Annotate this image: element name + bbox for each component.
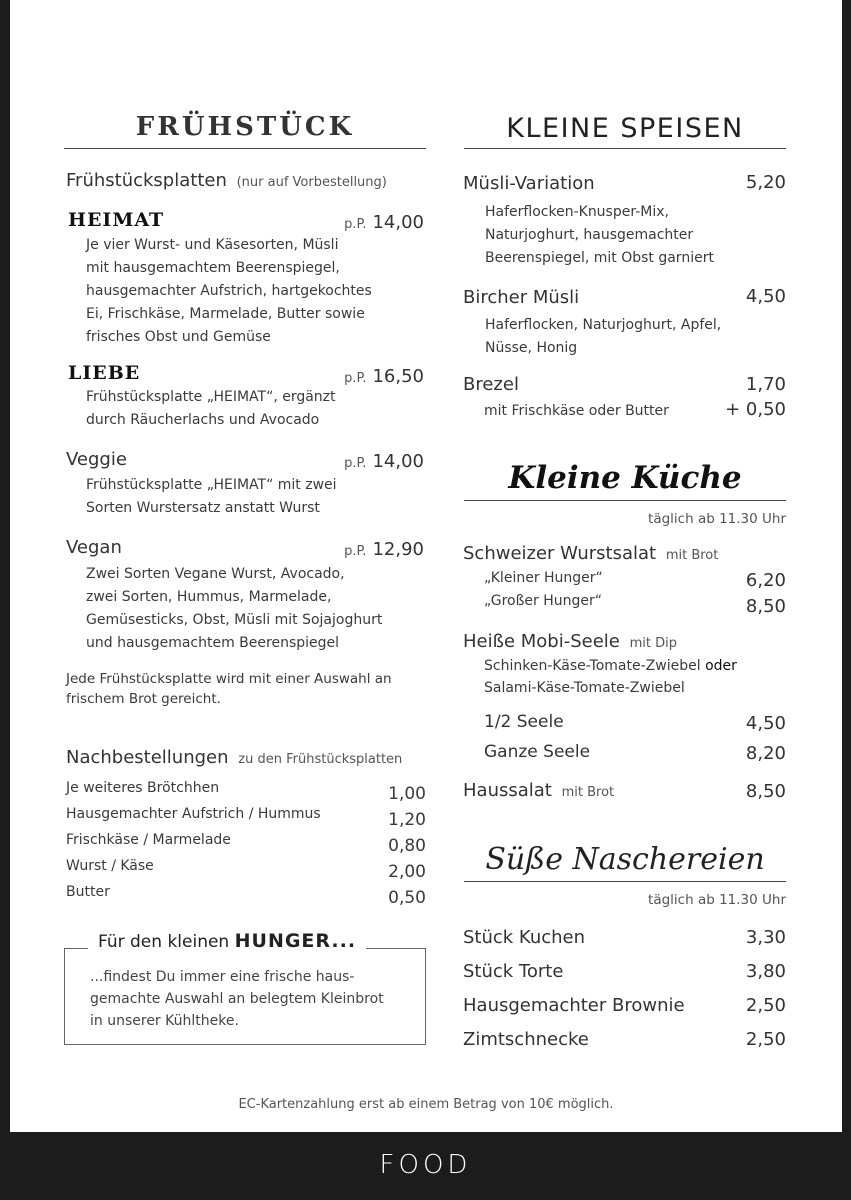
- item-vegan-name: Vegan: [66, 537, 122, 558]
- nasch-item-torte: Stück Torte: [463, 961, 564, 982]
- seele-name: Heiße Mobi-Seele mit Dip: [463, 631, 677, 652]
- nach-row: Frischkäse / Marmelade 0,80: [66, 832, 426, 856]
- haussalat-name: Haussalat mit Brot: [463, 780, 615, 801]
- seele-size-half-price: 4,50: [745, 713, 786, 734]
- item-vegan-price: p.P. 12,90: [344, 539, 424, 560]
- seele-line1: Schinken-Käse-Tomate-Zwiebel oder: [484, 658, 737, 674]
- item-muesli-name: Müsli-Variation: [463, 173, 595, 194]
- kleine-kueche-heading: Kleine Küche: [508, 460, 742, 496]
- hunger-box-text: ...findest Du immer eine frische haus- gemachte Auswahl an belegtem Kleinbrot in unserer Kühltheke.: [90, 969, 384, 1029]
- seele-size-full: Ganze Seele: [484, 742, 591, 762]
- brot-note: Jede Frühstücksplatte wird mit einer Auswahl an frischem Brot gereicht.: [66, 671, 392, 707]
- nasch-item-brownie-price: 2,50: [745, 995, 786, 1016]
- nasch-item-zimtschnecke-price: 2,50: [745, 1029, 786, 1050]
- item-veggie-desc: Frühstücksplatte „HEIMAT“ mit zwei Sorten Wurstersatz anstatt Wurst: [86, 477, 337, 516]
- item-liebe-desc: Frühstücksplatte „HEIMAT“, ergänzt durch Räucherlachs und Avocado: [86, 389, 336, 428]
- item-vegan-desc: Zwei Sorten Vegane Wurst, Avocado, zwei Sorten, Hummus, Marmelade, Gemüsesticks, Obst, Müsli mit Sojajoghurt und hausgemachtem Beerenspiegel: [86, 566, 383, 651]
- menu-page: [10, 0, 842, 1132]
- item-liebe-name: LIEBE: [68, 362, 141, 384]
- platten-label: Frühstücksplatten (nur auf Vorbestellung): [66, 170, 387, 191]
- nach-label: Nachbestellungen zu den Frühstücksplatten: [66, 747, 403, 768]
- hunger-box-title: Für den kleinen HUNGER...: [88, 930, 366, 952]
- nasch-item-kuchen: Stück Kuchen: [463, 927, 586, 948]
- item-heimat-desc: Je vier Wurst- und Käsesorten, Müsli mit hausgemachtem Beerenspiegel, hausgemachter Aufstrich, hartgekochtes Ei, Frischkäse, Marmelade, Butter sowie frisches Obst und Gemüse: [86, 237, 372, 345]
- item-brezel-price: 1,70: [745, 374, 786, 395]
- item-muesli-price: 5,20: [745, 172, 786, 193]
- naschereien-rule: [464, 881, 786, 882]
- item-bircher-price: 4,50: [745, 286, 786, 307]
- item-veggie-price: p.P. 14,00: [344, 451, 424, 472]
- nach-row: Hausgemachter Aufstrich / Hummus 1,20: [66, 806, 426, 830]
- footer-bar: [0, 1132, 851, 1200]
- nasch-item-kuchen-price: 3,30: [745, 927, 786, 948]
- item-bircher-desc: Haferflocken, Naturjoghurt, Apfel, Nüsse, Honig: [485, 317, 722, 356]
- nach-row: Je weiteres Brötchhen 1,00: [66, 780, 426, 804]
- item-brezel-extra-price: + 0,50: [725, 399, 786, 420]
- wurstsalat-size-large: „Großer Hunger“: [484, 593, 603, 609]
- item-muesli-desc: Haferflocken-Knusper-Mix, Naturjoghurt, hausgemachter Beerenspiegel, mit Obst garniert: [485, 204, 714, 266]
- item-veggie-name: Veggie: [66, 449, 127, 470]
- seele-size-half: 1/2 Seele: [484, 712, 564, 732]
- seele-size-full-price: 8,20: [745, 743, 786, 764]
- haussalat-price: 8,50: [745, 781, 786, 802]
- fruehstueck-rule: [64, 148, 426, 149]
- wurstsalat-name: Schweizer Wurstsalat mit Brot: [463, 543, 719, 564]
- wurstsalat-size-large-price: 8,50: [745, 596, 786, 617]
- payment-note: EC-Kartenzahlung erst ab einem Betrag von 10€ möglich.: [238, 1097, 614, 1112]
- item-heimat-price: p.P. 14,00: [344, 212, 424, 233]
- nasch-item-brownie: Hausgemachter Brownie: [463, 995, 685, 1016]
- nach-row: Wurst / Käse 2,00: [66, 858, 426, 882]
- kleine-speisen-heading: KLEINE SPEISEN: [506, 113, 744, 144]
- nach-row: Butter 0,50: [66, 884, 426, 908]
- nasch-item-torte-price: 3,80: [745, 961, 786, 982]
- seele-line2: Salami-Käse-Tomate-Zwiebel: [484, 680, 685, 696]
- fruehstueck-heading: FRÜHSTÜCK: [135, 112, 355, 142]
- naschereien-time: täglich ab 11.30 Uhr: [648, 892, 786, 908]
- kleine-kueche-rule: [464, 500, 786, 501]
- footer-label: FOOD: [379, 1150, 472, 1180]
- wurstsalat-size-small: „Kleiner Hunger“: [484, 570, 603, 586]
- kleine-speisen-rule: [464, 148, 786, 149]
- item-bircher-name: Bircher Müsli: [463, 287, 580, 308]
- item-brezel-extra: mit Frischkäse oder Butter: [484, 403, 669, 419]
- kleine-kueche-time: täglich ab 11.30 Uhr: [648, 511, 786, 527]
- item-liebe-price: p.P. 16,50: [344, 366, 424, 387]
- item-heimat-name: HEIMAT: [68, 209, 165, 231]
- nasch-item-zimtschnecke: Zimtschnecke: [463, 1029, 589, 1050]
- nach-list: [66, 780, 426, 910]
- item-brezel-name: Brezel: [463, 374, 519, 395]
- wurstsalat-size-small-price: 6,20: [745, 570, 786, 591]
- naschereien-heading: Süße Naschereien: [485, 842, 765, 877]
